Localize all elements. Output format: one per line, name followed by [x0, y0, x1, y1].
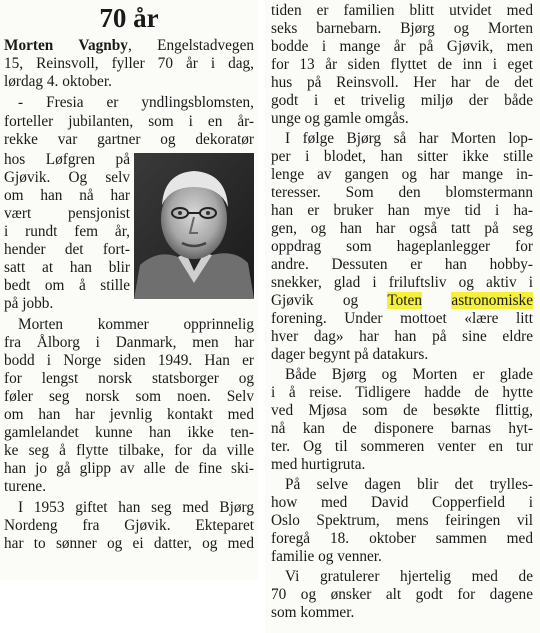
text-line-r4: for 13 år siden flyttet de inn i eget — [271, 56, 533, 73]
text-line-r28: how med David Copperfield i — [271, 494, 533, 511]
text-line-r23: ved Mjøsa som de besøkte flittig, — [271, 402, 533, 419]
headline: 70 år — [99, 3, 159, 33]
text-line-r33: 70 og ønsker alt godt for dagene — [271, 586, 533, 603]
text-line-17: fra Ålborg i Danmark, men har — [4, 334, 254, 351]
text-line-3: lørdag 4. oktober. — [4, 73, 112, 90]
text-line-r15: andre. Dessuten er han hobby- — [271, 256, 533, 273]
text-line-13: satt at han blir — [4, 259, 130, 276]
text-line-14: bedt om å stille — [4, 277, 130, 294]
text-line-19: for lengst norsk statsborger og — [4, 370, 254, 387]
text-line-11: i rundt fem år, — [4, 223, 130, 240]
text-line-r12: han er bruker han mye tid i ha- — [271, 202, 533, 219]
highlight-toten: Toten — [387, 292, 422, 309]
text-line-16: Morten kommer opprinnelig — [18, 316, 254, 333]
text-line-r16: snekker, glad i friluftsliv og aktiv i — [271, 274, 533, 291]
highlight-astronomiske: astronomiske — [451, 292, 533, 309]
text-line-r29: Oslo Spektrum, mens feiringen vil — [271, 512, 533, 529]
portrait-photo — [134, 153, 254, 299]
text-line-7: hos Løfgren på — [4, 151, 130, 168]
text-line-10: vært pensjonist — [4, 205, 130, 222]
text-line-12: hender det fort- — [4, 241, 130, 258]
text-line-r8: I følge Bjørg så har Morten lop- — [285, 130, 533, 147]
text-line-1: Morten Vagnby, Engelstadvegen — [4, 37, 254, 54]
text-line-23: ke seg å flytte tilbake, for da ville — [4, 442, 254, 459]
text-line-r20: dager begynt på datakurs. — [271, 346, 429, 363]
text-line-r2: seks barnebarn. Bjørg og Morten — [271, 20, 533, 37]
text-line-r11: teresser. Som den blomstermann — [271, 184, 533, 201]
text-line-20: føler seg norsk som noen. Selv — [4, 388, 254, 405]
text-line-21: om han har jevnlig kontakt med — [4, 406, 254, 423]
text-line-r18: forening. Under mottoet «lære litt — [271, 310, 533, 327]
text-line-r17: Gjøvik og Toten astronomiske — [271, 292, 533, 309]
text-line-26: I 1953 giftet han seg med Bjørg — [18, 499, 254, 516]
text-line-4: - Fresia er yndlingsblomsten, — [18, 94, 254, 111]
text-line-r32: Vi gratulerer hjertelig med de — [285, 568, 533, 585]
text-line-25: turene. — [4, 478, 47, 495]
text-line-24: han jo gå glipp av alle de fine ski- — [4, 460, 254, 477]
text-line-r30: foregå 18. oktober sammen med — [271, 530, 533, 547]
person-name: Morten Vagnby — [4, 37, 128, 54]
text-line-r3: bodde i mange år på Gjøvik, men — [271, 38, 533, 55]
text-line-8: Gjøvik. Og selv — [4, 169, 130, 186]
text-line-r9: per i blodet, han sitter ikke stille — [271, 148, 533, 165]
text-line-r27: På selve dagen blir det trylles- — [285, 476, 533, 493]
text-line-r25: ter. Og til sommeren venter en tur — [271, 438, 533, 455]
text-line-r13: gen, og han har også tatt på seg — [271, 220, 533, 237]
text-line-22: gamlelandet kunne han ikke ten- — [4, 424, 254, 441]
text-line-r21: Både Bjørg og Morten er glade — [285, 366, 533, 383]
text-line-27: Nordeng fra Gjøvik. Ekteparet — [4, 517, 254, 534]
right-column — [265, 0, 540, 633]
text-line-r22: i å reise. Tidligere hadde de hytte — [271, 384, 533, 401]
text-line-r6: godt i et trivelig miljø der både — [271, 92, 533, 109]
text-line-2: 15, Reinsvoll, fyller 70 år i dag, — [4, 55, 254, 72]
text-line-5: forteller jubilanten, som i en år- — [4, 113, 254, 130]
text-line-6: rekke var gartner og dekoratør — [4, 131, 254, 148]
text-line-r14: oppdrag som hageplanlegger for — [271, 238, 533, 255]
text-line-r10: lenge av gangen og har mange in- — [271, 166, 533, 183]
text-line-18: bodd i Norge siden 1949. Han er — [4, 352, 254, 369]
text-line-9: om han nå har — [4, 187, 130, 204]
left-column — [0, 0, 258, 580]
text-line-r19: hver dag» har han på sine eldre — [271, 328, 533, 345]
text-line-r26: med hurtigruta. — [271, 456, 366, 473]
text-line-r1: tiden er familien blitt utvidet med — [271, 2, 533, 19]
text-line-28: har to sønner og ei datter, og med — [4, 535, 254, 552]
text-line-r5: hus på Reinsvoll. Her har de det — [271, 74, 533, 91]
text-line-r31: familie og venner. — [271, 548, 382, 565]
text-line-r24: nå kan de disponere barnas hyt- — [271, 420, 533, 437]
text-line-r7: unge og gamle omgås. — [271, 110, 409, 127]
text-line-15: på jobb. — [4, 295, 54, 312]
text-line-r34: som kommer. — [271, 604, 355, 621]
